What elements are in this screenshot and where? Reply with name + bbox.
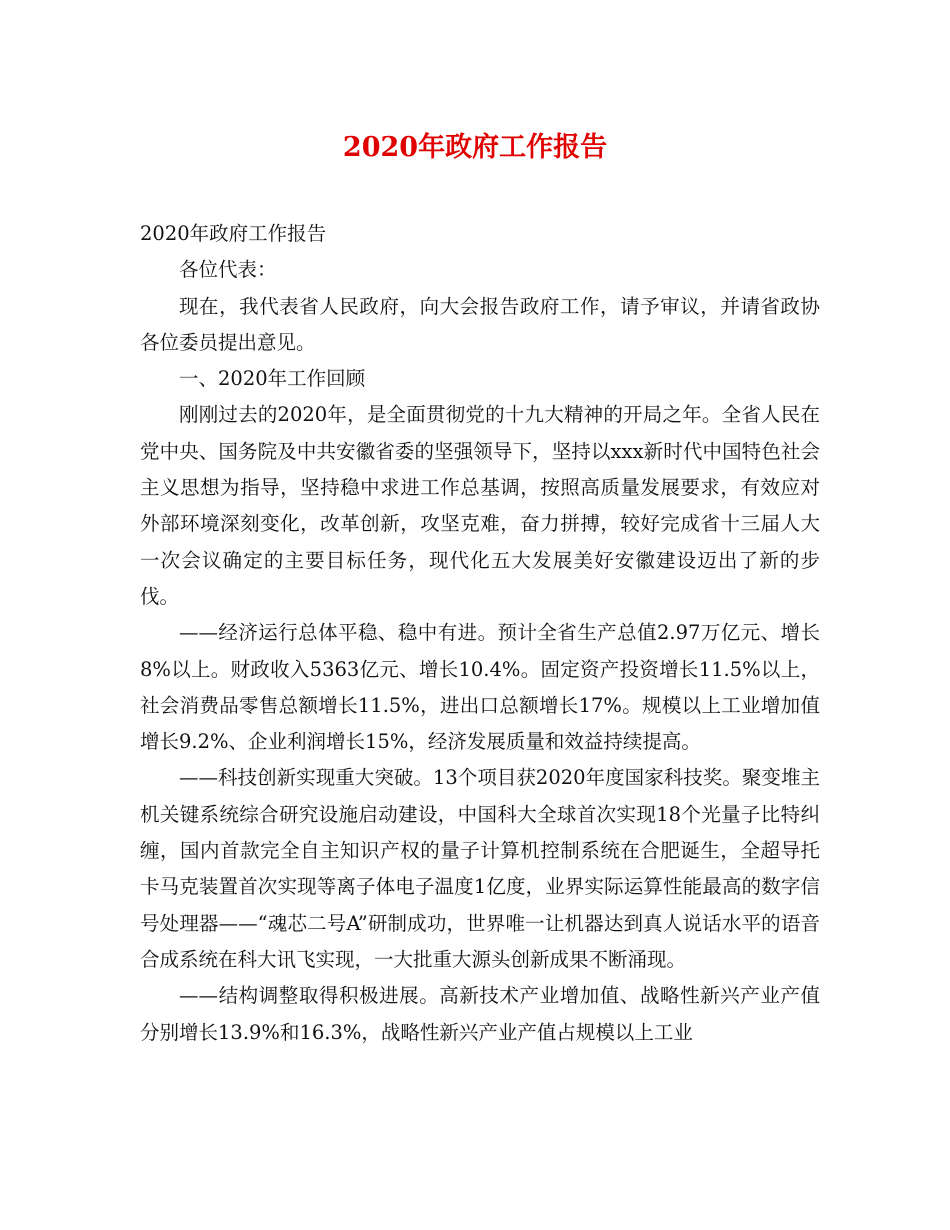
paragraph-subtitle: 2020年政府工作报告	[140, 222, 327, 245]
document-title: 2020年政府工作报告	[342, 132, 608, 163]
paragraph-overview: 刚刚过去的2020年，是全面贯彻党的十九大精神的开局之年。全省人民在党中央、国务院及中共安徽省委的坚强领导下，坚持以xxx新时代中国特色社会主义思想为指导，坚持稳中求进工作总基调，按照高质量发展要求，有效应对外部环境深刻变化，改革创新，攻坚克难，奋力拼搏，较好完成省十三届人大一次会议确定的主要目标任务，现代化五大发展美好安徽建设迈出了新的步伐。	[140, 403, 820, 608]
paragraph-intro: 现在，我代表省人民政府，向大会报告政府工作，请予审议，并请省政协各位委员提出意见。	[140, 294, 820, 354]
document-body	[140, 216, 820, 1051]
paragraph-structure: ——结构调整取得积极进展。高新技术产业增加值、战略性新兴产业产值分别增长13.9%和16.3%，战略性新兴产业产值占规模以上工业	[140, 984, 820, 1044]
paragraph-salutation: 各位代表：	[179, 258, 277, 282]
paragraph-economy: ——经济运行总体平稳、稳中有进。预计全省生产总值2.97万亿元、增长8%以上。财政收入5363亿元、增长10.4%。固定资产投资增长11.5%以上，社会消费品零售总额增长11.5%，进出口总额增长17%。规模以上工业增加值增长9.2%、企业利润增长15%，经济发展质量和效益持续提高。	[140, 621, 820, 754]
paragraph-technology: ——科技创新实现重大突破。13个项目获2020年度国家科技奖。聚变堆主机关键系统综合研究设施启动建设，中国科大全球首次实现18个光量子比特纠缠，国内首款完全自主知识产权的量子计算机控制系统在合肥诞生，全超导托卡马克装置首次实现等离子体电子温度1亿度，业界实际运算性能最高的数字信号处理器——“魂芯二号A”研制成功，世界唯一让机器达到真人说话水平的语音合成系统在科大讯飞实现，一大批重大源头创新成果不断涌现。	[140, 766, 820, 971]
section-heading: 一、2020年工作回顾	[179, 367, 366, 391]
